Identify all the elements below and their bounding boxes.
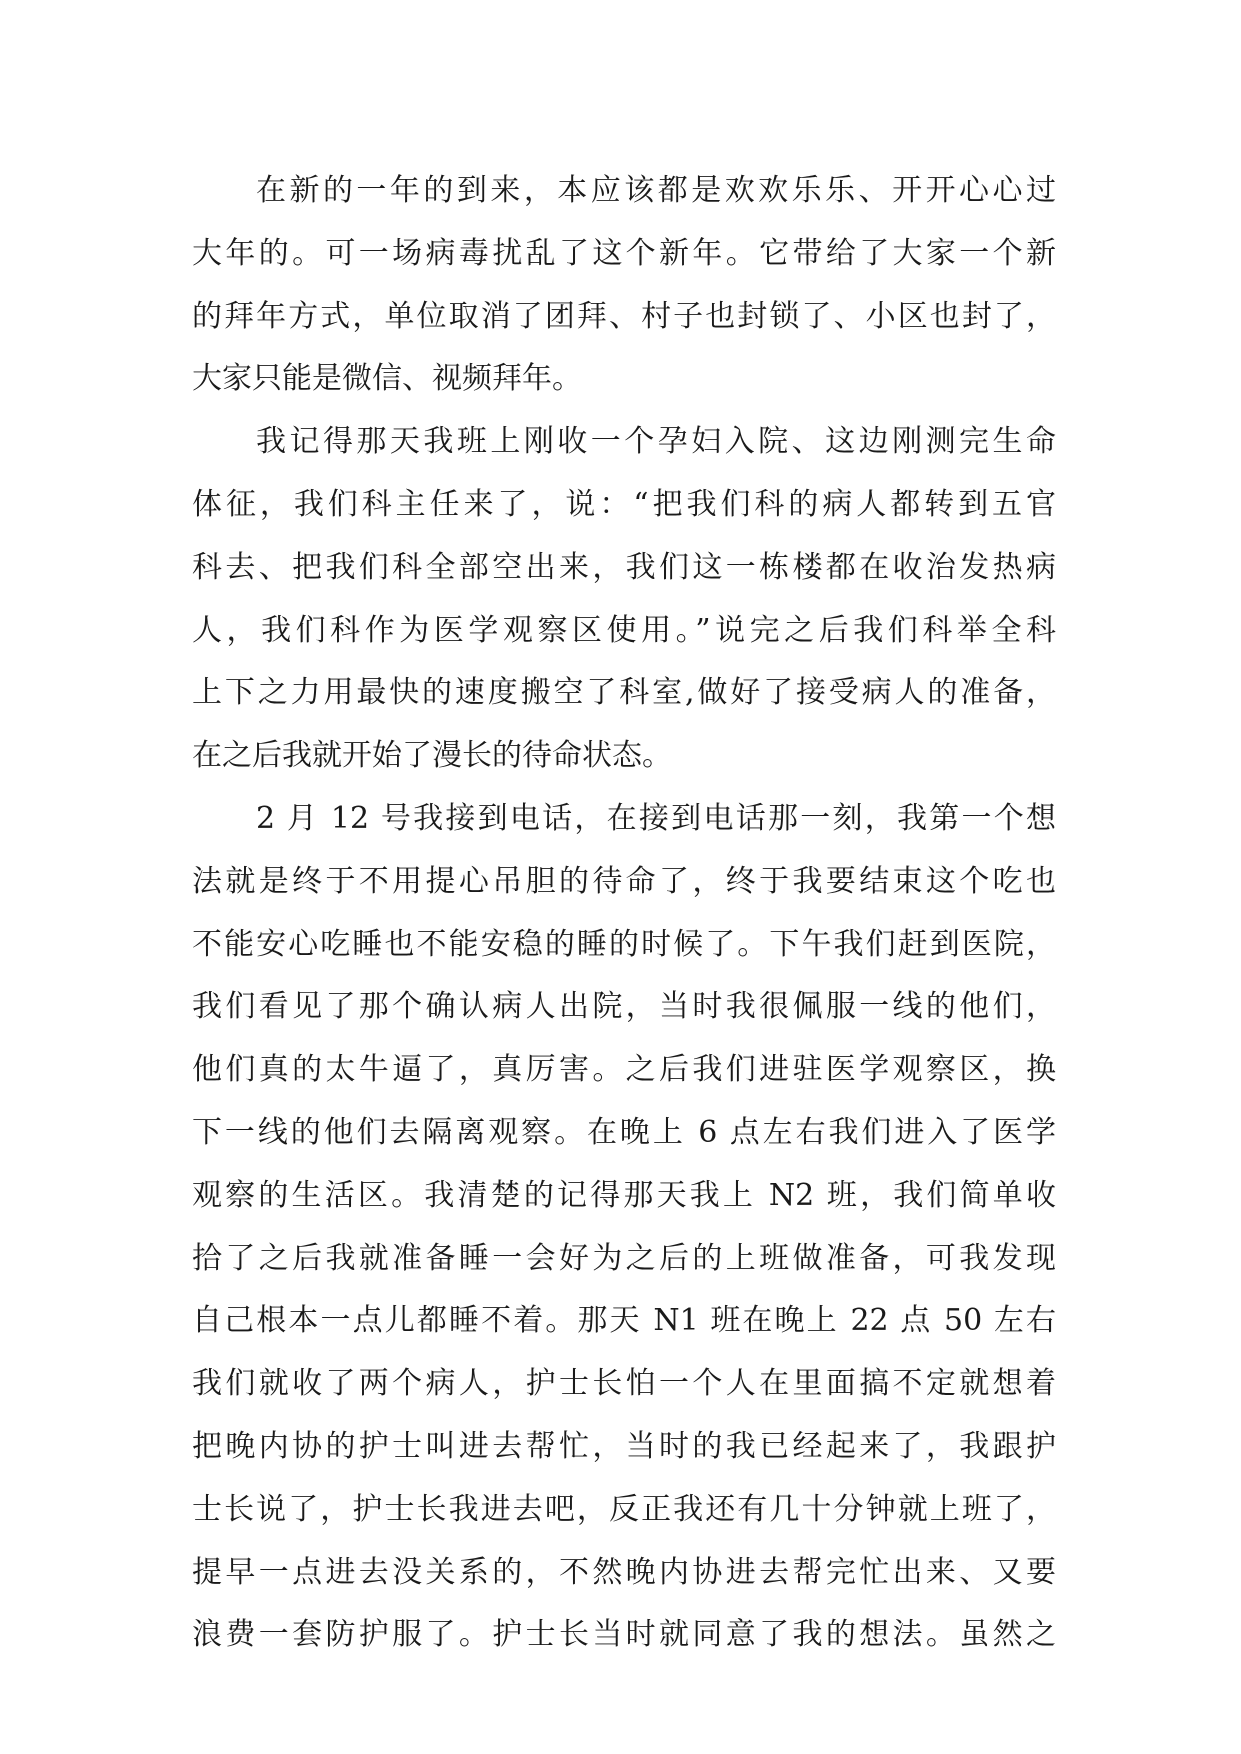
text-line: 自己根本一点儿都睡不着。那天 N1 班在晚上 22 点 50 左右 — [192, 1303, 1056, 1339]
paragraph-1 — [192, 160, 1056, 411]
text-line: 人，我们科作为医学观察区使用。”说完之后我们科举全科 — [192, 612, 1056, 648]
text-line: 体征，我们科主任来了，说：“把我们科的病人都转到五官 — [192, 486, 1056, 522]
text-line: 科去、把我们科全部空出来，我们这一栋楼都在收治发热病 — [192, 549, 1056, 585]
text-line: 大家只能是微信、视频拜年。 — [192, 361, 582, 397]
text-line: 我们就收了两个病人，护士长怕一个人在里面搞不定就想着 — [192, 1366, 1056, 1402]
document-body — [192, 160, 1056, 1667]
text-line: 拾了之后我就准备睡一会好为之后的上班做准备，可我发现 — [192, 1240, 1056, 1276]
text-line: 提早一点进去没关系的，不然晚内协进去帮完忙出来、又要 — [192, 1554, 1056, 1590]
text-line: 我记得那天我班上刚收一个孕妇入院、这边刚测完生命 — [256, 424, 1056, 460]
text-line: 观察的生活区。我清楚的记得那天我上 N2 班，我们简单收 — [192, 1177, 1056, 1213]
text-line: 的拜年方式，单位取消了团拜、村子也封锁了、小区也封了， — [192, 298, 1056, 334]
text-line: 上下之力用最快的速度搬空了科室,做好了接受病人的准备， — [192, 675, 1056, 711]
text-line: 不能安心吃睡也不能安稳的睡的时候了。下午我们赶到医院， — [192, 926, 1056, 962]
text-line: 法就是终于不用提心吊胆的待命了，终于我要结束这个吃也 — [192, 863, 1056, 899]
text-line: 浪费一套防护服了。护士长当时就同意了我的想法。虽然之 — [192, 1617, 1056, 1653]
text-line: 2 月 12 号我接到电话，在接到电话那一刻，我第一个想 — [256, 800, 1056, 836]
text-line: 士长说了，护士长我进去吧，反正我还有几十分钟就上班了， — [192, 1491, 1056, 1527]
text-line: 我们看见了那个确认病人出院，当时我很佩服一线的他们， — [192, 989, 1056, 1025]
paragraph-3 — [192, 788, 1056, 1667]
text-line: 在新的一年的到来，本应该都是欢欢乐乐、开开心心过 — [256, 173, 1056, 208]
text-line: 在之后我就开始了漫长的待命状态。 — [192, 738, 672, 774]
text-line: 大年的。可一场病毒扰乱了这个新年。它带给了大家一个新 — [192, 235, 1056, 271]
paragraph-2 — [192, 411, 1056, 788]
text-line: 他们真的太牛逼了，真厉害。之后我们进驻医学观察区，换 — [192, 1052, 1056, 1088]
text-line: 下一线的他们去隔离观察。在晚上 6 点左右我们进入了医学 — [192, 1114, 1056, 1150]
text-line: 把晚内协的护士叫进去帮忙，当时的我已经起来了，我跟护 — [192, 1428, 1056, 1464]
